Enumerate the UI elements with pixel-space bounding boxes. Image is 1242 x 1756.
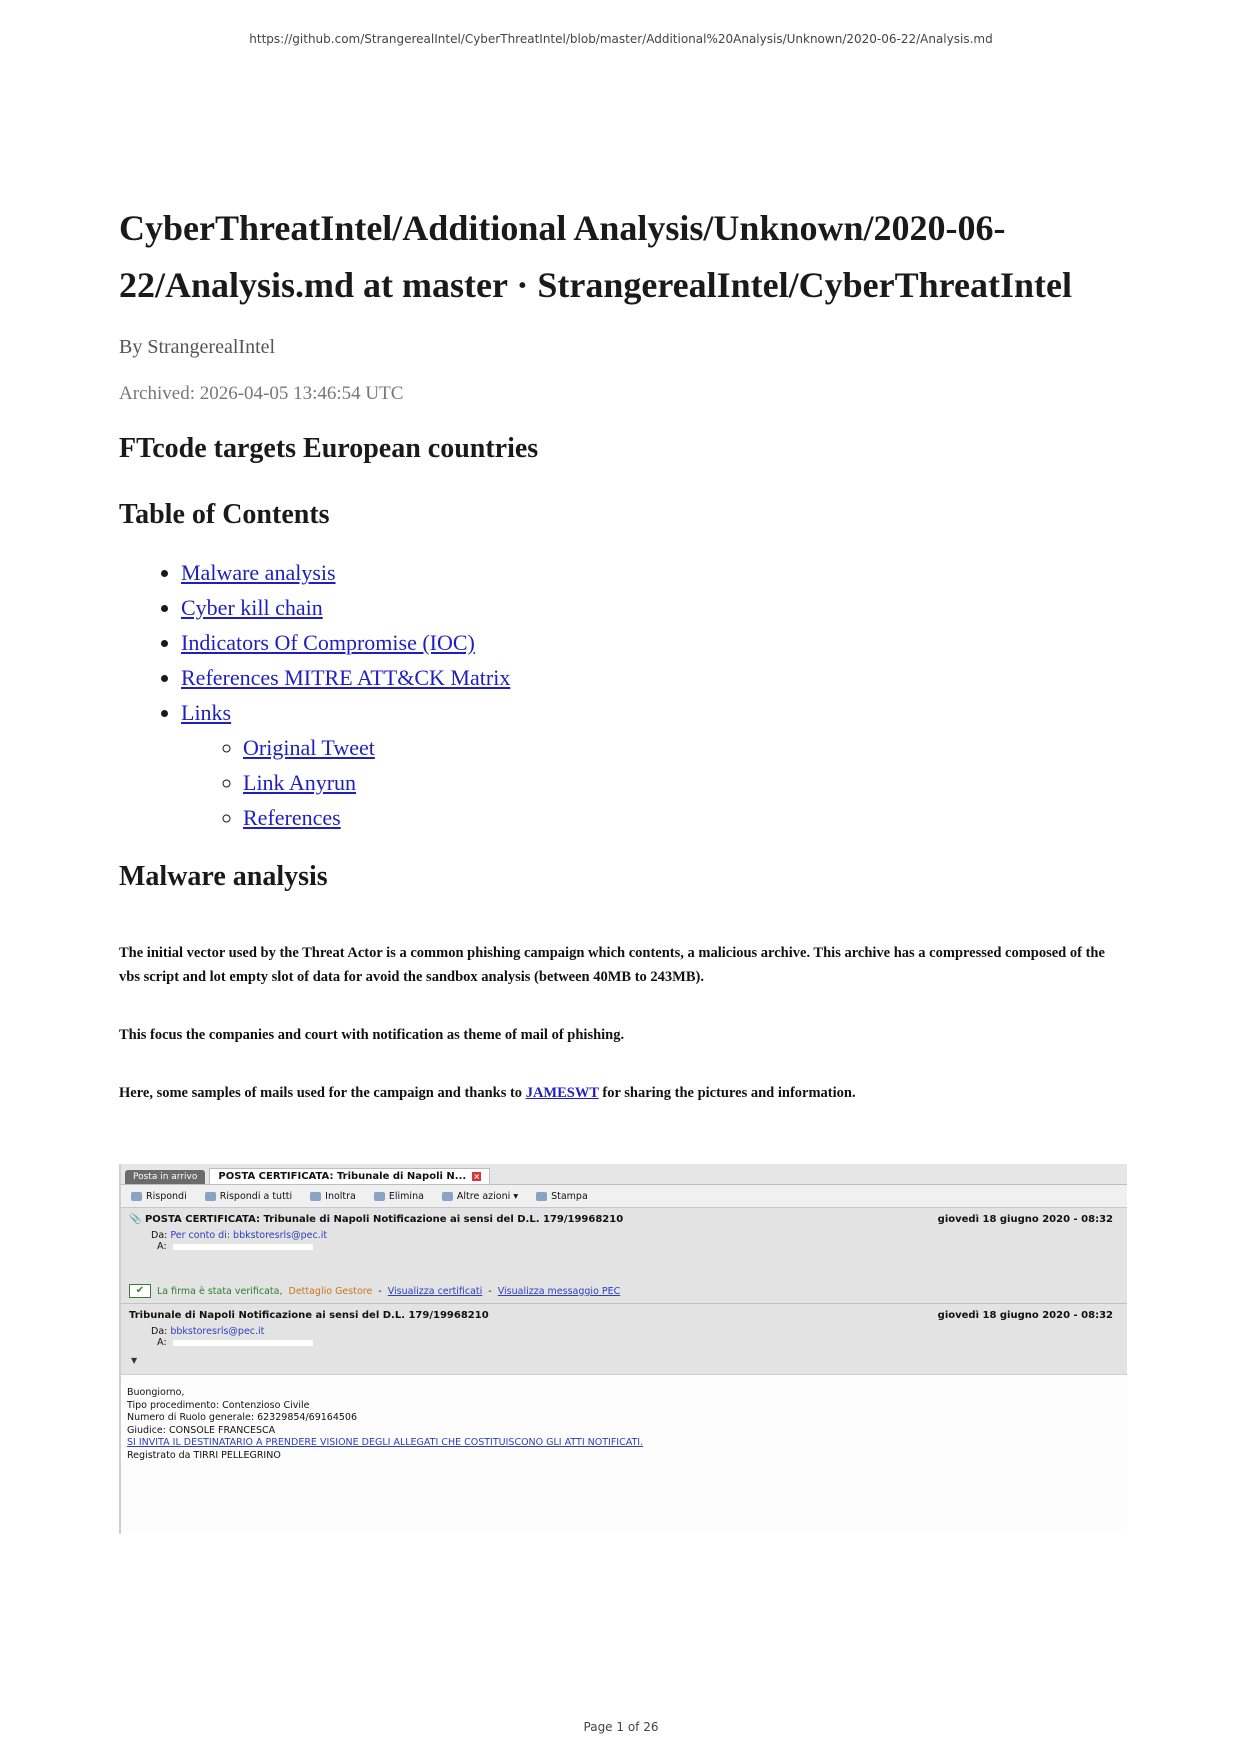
mail-line-registered: Registrato da TIRRI PELLEGRINO <box>127 1449 281 1461</box>
paperclip-icon: 📎 <box>129 1214 142 1225</box>
mail-body <box>121 1375 1127 1474</box>
mail-subject-text: POSTA CERTIFICATA: Tribunale di Napoli Notificazione ai sensi del D.L. 179/19968210 <box>144 1214 624 1225</box>
archived-date: Archived: 2026-04-05 13:46:54 UTC <box>119 383 404 404</box>
tab-mail <box>209 1168 490 1184</box>
mail-subject-2: Tribunale di Napoli Notificazione ai sensi del D.L. 179/19968210 <box>129 1310 489 1321</box>
reply-all-button <box>205 1191 292 1202</box>
mail-date-2: giovedì 18 giugno 2020 - 08:32 <box>937 1310 1113 1321</box>
paragraph-samples <box>119 1081 1129 1105</box>
mail-screenshot <box>119 1164 1127 1534</box>
close-icon: × <box>473 1172 481 1181</box>
toc-link-ioc[interactable]: Indicators Of Compromise (IOC) <box>181 630 475 655</box>
toc-item <box>181 660 1129 695</box>
reply-label: Rispondi <box>146 1190 187 1202</box>
from-label: Da: <box>151 1230 168 1241</box>
mail-line-judge: Giudice: CONSOLE FRANCESCA <box>127 1424 276 1436</box>
paragraph-focus: This focus the companies and court with notification as theme of mail of phishing. <box>119 1027 625 1043</box>
reply-button <box>131 1191 187 1202</box>
toc-link-anyrun[interactable]: Link Anyrun <box>243 770 357 795</box>
toc-item <box>181 555 1129 590</box>
heading-malware-analysis: Malware analysis <box>119 861 328 892</box>
toc-link-malware-analysis[interactable]: Malware analysis <box>181 560 336 585</box>
print-icon <box>536 1192 547 1201</box>
mail-line-procedure: Tipo procedimento: Contenzioso Civile <box>127 1399 310 1411</box>
mail-header-certified <box>121 1208 1127 1304</box>
sig-verified: La firma è stata verificata, <box>157 1285 283 1297</box>
mail-attachment-link: SI INVITA IL DESTINATARIO A PRENDERE VISIONE DEGLI ALLEGATI CHE COSTITUISCONO GLI ATTI NOTIFICATI. <box>127 1437 644 1448</box>
print-label: Stampa <box>551 1190 588 1202</box>
mail-toolbar <box>121 1185 1127 1208</box>
toc-item <box>181 625 1129 660</box>
page-url: https://github.com/StrangerealIntel/CyberThreatIntel/blob/master/Additional%20Analysis/Unknown/2020-06-22/Analysis.md <box>249 32 993 46</box>
delete-label: Elimina <box>388 1190 424 1202</box>
sig-separator-1: - <box>378 1285 382 1297</box>
reply-all-label: Rispondi a tutti <box>219 1190 293 1202</box>
trash-icon <box>374 1192 385 1201</box>
redaction <box>173 1244 313 1250</box>
heading-toc: Table of Contents <box>119 499 330 530</box>
mail-to <box>157 1241 313 1252</box>
forward-label: Inoltra <box>325 1190 356 1202</box>
mail-greeting: Buongiorno, <box>127 1387 185 1398</box>
chevron-down-icon: ▾ <box>513 1190 519 1202</box>
toc-subitem <box>243 730 1129 765</box>
toc-link-references[interactable]: References <box>243 805 341 830</box>
reply-icon <box>131 1192 142 1201</box>
table-of-contents <box>119 555 1129 835</box>
page-number: Page 1 of 26 <box>583 1720 659 1734</box>
sig-certificates-link: Visualizza certificati <box>387 1285 483 1297</box>
from-label-2: Da: <box>151 1326 168 1337</box>
paragraph-initial-vector: The initial vector used by the Threat Actor is a common phishing campaign which contents, a malicious archive. This archive has a compressed composed of the vbs script and lot empty slot of data for avoid the sandbox analysis (between 40MB to 243MB). <box>119 945 1105 985</box>
toc-subitem <box>243 800 1129 835</box>
mail-tabbar <box>121 1164 1127 1185</box>
forward-button <box>310 1191 356 1202</box>
toc-item <box>181 590 1129 625</box>
heading-ftcode: FTcode targets European countries <box>119 433 539 464</box>
title-line-2: 22/Analysis.md at master · StrangerealIntel/CyberThreatIntel <box>119 265 1072 305</box>
toc-link-mitre[interactable]: References MITRE ATT&CK Matrix <box>181 665 511 690</box>
plus-icon <box>442 1192 453 1201</box>
sig-separator-2: - <box>488 1285 492 1297</box>
mail-line-number: Numero di Ruolo generale: 62329854/69164506 <box>127 1412 358 1423</box>
expand-icon: ▼ <box>131 1356 138 1365</box>
delete-button <box>374 1191 424 1202</box>
byline: By StrangerealIntel <box>119 336 276 358</box>
article <box>119 200 1129 1105</box>
title-line-1: CyberThreatIntel/Additional Analysis/Unknown/2020-06- <box>119 208 1006 248</box>
jameswt-link[interactable]: JAMESWT <box>525 1085 599 1101</box>
to-label: A: <box>157 1241 167 1252</box>
mail-date: giovedì 18 giugno 2020 - 08:32 <box>937 1214 1113 1225</box>
more-actions-label: Altre azioni <box>456 1190 511 1202</box>
toc-subitem <box>243 765 1129 800</box>
forward-icon <box>310 1192 321 1201</box>
mail-from <box>151 1230 327 1241</box>
reply-all-icon <box>205 1192 216 1201</box>
toc-link-original-tweet[interactable]: Original Tweet <box>243 735 375 760</box>
mail-header-original <box>121 1304 1127 1375</box>
toc-sublist <box>181 730 1129 835</box>
print-button <box>536 1191 588 1202</box>
from-address: Per conto di: bbkstoresrls@pec.it <box>170 1230 328 1241</box>
paragraph-samples-after: for sharing the pictures and information. <box>598 1085 856 1101</box>
toc-item <box>181 695 1129 835</box>
to-label-2: A: <box>157 1337 167 1348</box>
from-address-2: bbkstoresrls@pec.it <box>170 1326 265 1337</box>
toc-link-links[interactable]: Links <box>181 700 232 725</box>
sig-pec-link: Visualizza messaggio PEC <box>497 1285 621 1297</box>
paragraph-samples-before: Here, some samples of mails used for the campaign and thanks to <box>119 1085 526 1101</box>
more-actions-button <box>442 1191 518 1202</box>
checkmark-icon: ✔ <box>129 1284 151 1298</box>
mail-to-2 <box>157 1337 313 1348</box>
signature-status <box>129 1284 620 1298</box>
page-title <box>119 200 1129 314</box>
sig-details: Dettaglio Gestore <box>288 1285 373 1297</box>
mail-subject <box>129 1214 623 1225</box>
redaction-2 <box>173 1340 313 1346</box>
mail-from-2 <box>151 1326 264 1337</box>
toc-link-cyber-kill-chain[interactable]: Cyber kill chain <box>181 595 323 620</box>
tab-mail-label: POSTA CERTIFICATA: Tribunale di Napoli N... <box>218 1171 467 1182</box>
tab-inbox: Posta in arrivo <box>125 1170 205 1184</box>
